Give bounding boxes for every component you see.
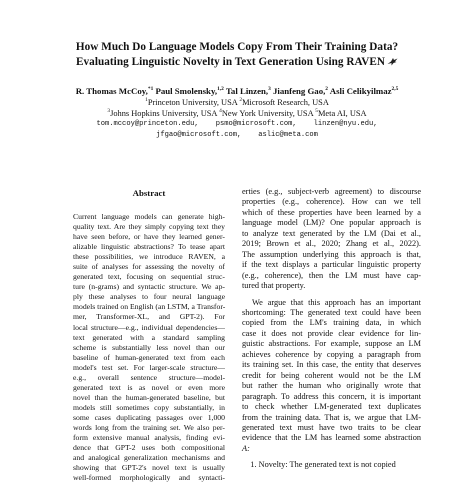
affil-mark: 2 — [239, 97, 243, 104]
text-line: copied from the LM's training data, in which — [242, 318, 421, 328]
text-line: model's test set. For larger-scale structure— — [73, 362, 225, 372]
text-line: ture (n-grams) and syntactic structure. We ap- — [73, 282, 225, 292]
author-affil-mark: 3 — [268, 86, 271, 93]
text-line: its training set. In this case, the entity that deserves — [242, 360, 421, 370]
introduction-column — [242, 187, 421, 471]
text-line: words long from the training set. We also per- — [73, 422, 225, 432]
text-line: well-formed morphologically and syntacti- — [73, 473, 225, 483]
text-line: alizable linguistic abstractions? To tease apart — [73, 242, 225, 252]
text-line: (e.g., coherence), then the LM must have cap- — [242, 270, 421, 280]
text-line: 2019; Brown et al., 2020; Zhang et al., 2022). — [242, 239, 421, 249]
text-line: but rather the human who originally wrote that — [242, 381, 421, 391]
author-affil-mark: *1 — [147, 86, 154, 93]
paper-title — [40, 40, 434, 70]
text-line: scheme is substantially less novel than our — [73, 342, 225, 352]
text-line: from the training data. That is, we argue that LM- — [242, 412, 421, 422]
text-line: guistic abstractions. For example, suppose an LM — [242, 339, 421, 349]
text-line: novel than the human-generated baseline, but — [73, 392, 225, 402]
text-line: models trained on English (an LSTM, a Transfor- — [73, 302, 226, 312]
author-name: Tal Linzen, — [225, 86, 269, 96]
intro-paragraph-2 — [242, 298, 421, 455]
affil-mark: 1 — [145, 97, 148, 104]
author-block — [20, 86, 454, 141]
text-line: which of these properties have been learned by a — [242, 207, 421, 217]
text-line: suite of analyses for assessing the novelty of — [73, 262, 225, 272]
affil-mark: 4 — [219, 108, 222, 115]
text-line: form extensive manual analysis, finding evi- — [73, 433, 225, 443]
text-line: The assumption underlying this approach is that, — [242, 249, 421, 259]
novelty-list-item: 1. Novelty: The generated text is not copied — [242, 460, 396, 470]
affiliation: Meta AI, USA — [317, 109, 367, 118]
author-name: Asli Celikyilmaz — [329, 86, 392, 96]
text-line: these possibilities, we introduce RAVEN, a — [73, 252, 225, 262]
text-line: to analyze text generated by the LM (Dai et al., — [242, 228, 421, 238]
text-line: generated text, focusing on sequential struc- — [73, 272, 225, 282]
title-line-2-text: Evaluating Linguistic Novelty in Text Generation Using RAVEN — [76, 56, 385, 68]
text-line: mer, Transformer-XL, and GPT-2). For — [73, 312, 225, 322]
intro-paragraph-1 — [242, 187, 421, 292]
affiliation: Princeton University, USA — [147, 98, 238, 107]
raven-bird-icon — [387, 57, 398, 66]
text-line: language model (LM)? One popular approach is — [242, 218, 421, 228]
affiliation: Microsoft Research, USA — [242, 98, 329, 107]
author-affil-mark: 2 — [325, 86, 328, 93]
text-line: generated text must have two traits to be clear — [242, 422, 421, 432]
text-line: achieves coherence by copying a paragraph from — [242, 349, 421, 359]
author-affil-mark: 2,5 — [391, 86, 399, 93]
author-name: Jianfeng Gao, — [273, 86, 326, 96]
affil-mark: 3 — [107, 108, 111, 115]
affiliation-line-2 — [20, 108, 454, 119]
text-line: credit for being coherent would not be the LM — [242, 370, 421, 380]
email-line-2: jfgao@microsoft.com, aslic@meta.com — [156, 131, 318, 139]
author-names — [20, 86, 454, 97]
text-line: if the text displays a particular linguistic property — [242, 260, 421, 270]
affil-mark: 5 — [315, 108, 318, 115]
text-line: generated text is as novel or even more — [73, 382, 225, 392]
text-line: shortcoming: The generated text could have been — [242, 307, 421, 317]
text-line: evidence that the LM has learned some abstraction — [242, 433, 421, 443]
text-line: properties (e.g., coherence). How can we tell — [242, 197, 421, 207]
title-line-1: How Much Do Language Models Copy From Their Training Data? — [75, 41, 399, 53]
email-line-1: tom.mccoy@princeton.edu, psmo@microsoft.com, linzen@nyu.edu, — [96, 120, 378, 128]
text-line: erties (e.g., subject-verb agreement) to discourse — [242, 187, 421, 196]
author-name: R. Thomas McCoy, — [75, 86, 148, 96]
text-line: paragraph. To address this concern, it is important — [242, 391, 421, 401]
abstract-body — [73, 212, 225, 483]
text-line: baseline of human-generated text from each — [73, 352, 225, 362]
text-line: quality text. Are they simply copying text they — [73, 222, 225, 232]
affiliation: Johns Hopkins University, USA — [110, 109, 218, 118]
author-name: Paul Smolensky, — [155, 86, 218, 96]
text-line: We argue that this approach has an important — [252, 297, 421, 307]
text-line: e.g., overall sentence structure—model- — [73, 372, 225, 382]
text-line: Current language models can generate high- — [73, 212, 225, 221]
text-line: models still sometimes copy substantially, in — [73, 402, 225, 412]
text-line: have seen before, or have they learned gener- — [73, 232, 225, 242]
text-line: tured that property. — [242, 281, 306, 291]
text-line: local structure—e.g., individual dependencies— — [73, 322, 225, 332]
author-affil-mark: 1,2 — [217, 86, 224, 93]
affiliation: New York University, USA — [221, 109, 314, 118]
affiliation-line-1 — [20, 97, 454, 108]
text-line: case it does not provide clear evidence for lin- — [242, 328, 421, 338]
text-line: and analogical generalization mechanisms and — [73, 453, 225, 463]
text-line: A: — [242, 443, 250, 453]
text-line: ply these analyses to four neural language — [73, 292, 225, 302]
text-line: to check whether LM-generated text duplicates — [242, 402, 421, 412]
abstract-heading: Abstract — [132, 188, 166, 198]
text-line: dence that GPT-2 uses both compositional — [73, 443, 225, 453]
title-line-2 — [40, 55, 434, 70]
text-line: showing that GPT-2's novel text is usually — [73, 463, 225, 473]
text-line: text generated with a standard sampling — [73, 332, 225, 342]
text-line: some cases duplicating passages over 1,000 — [73, 412, 225, 422]
